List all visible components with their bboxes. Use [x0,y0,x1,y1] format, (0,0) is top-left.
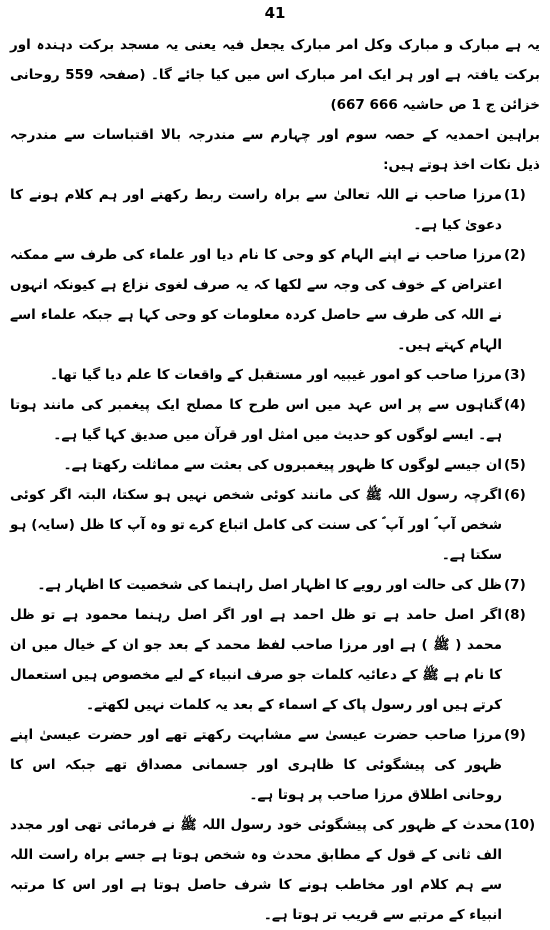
list-item-number: (4) [504,397,526,413]
list-item-text: گناہوں سے پر اس عہد میں اس طرح کا مصلح ایک پیغمبر کی مانند ہوتا ہے۔ ایسے لوگوں کو حدیث میں امثل اور قرآن میں صدیق کہا گیا ہے۔ [10,397,502,443]
list-item-number: (9) [504,727,526,743]
list-item-number: (5) [504,457,526,473]
list-item [10,180,540,240]
intro-paragraph-quote: یہ ہے مبارک و مبارک وکل امر مبارک یجعل فیہ یعنی یہ مسجد برکت دہندہ اور برکت یافتہ ہے اور ہر ایک امر مبارک اس میں کیا جائے گا۔ (صفحہ 559 روحانی خزائن ج 1 ص حاشیہ 666 667) [10,37,541,113]
list-item [10,720,540,810]
intro-section [10,30,540,180]
list-item-text: مرزا صاحب نے اللہ تعالیٰ سے براہ راست ربط رکھنے اور ہم کلام ہونے کا دعویٰ کیا ہے۔ [10,187,502,233]
list-item-number: (2) [504,247,526,263]
list-item [10,360,540,390]
list-item [10,480,540,570]
list-item-number: (8) [504,607,526,623]
list-item-number: (3) [504,367,526,383]
list-item-number: (6) [504,487,526,503]
list-item-text: مرزا صاحب حضرت عیسیٰ سے مشابہت رکھتے تھے اور حضرت عیسیٰ اپنے ظہور کی پیشگوئی کا ظاہری اور جسمانی مصداق تھے جبکہ اس کا روحانی اطلاق مرزا صاحب پر ہوتا ہے۔ [10,727,502,803]
list-item-text: اگر اصل حامد ہے تو ظل احمد ہے اور اگر اصل رہنما محمود ہے تو ظل محمد ( ﷺ ) ہے اور مرزا صاحب لفظ محمد کے بعد جو ان کے خیال میں ان کا نام ہے ﷺ کے دعائیہ کلمات جو صرف انبیاء کے لیے مخصوص ہیں استعمال کرتے ہیں اور رسول پاک کے اسماء کے بعد یہ کلمات نہیں لکھتے۔ [10,607,502,713]
list-item [10,450,540,480]
list-item [10,570,540,600]
intro-paragraph-summary: براہین احمدیہ کے حصہ سوم اور چہارم سے مندرجہ بالا اقتباسات سے مندرجہ ذیل نکات اخذ ہوتے ہیں: [10,127,540,173]
list-item [10,240,540,360]
list-item [10,600,540,720]
list-item-text: مرزا صاحب نے اپنے الہام کو وحی کا نام دیا اور علماء کی طرف سے ممکنہ اعتراض کے خوف کی وجہ سے لکھا کہ یہ صرف لغوی نزاع ہے کیونکہ انہوں نے اللہ کی طرف سے حاصل کردہ معلومات کو وحی کہا ہے جبکہ علماء اسے الہام کہتے ہیں۔ [10,247,502,353]
list-item [10,390,540,450]
list-item [10,810,540,930]
list-item-text: ظل کی حالت اور رویے کا اظہار اصل راہنما کی شخصیت کا اظہار ہے۔ [37,577,502,593]
list-item-text: مرزا صاحب کو امور غیبیہ اور مستقبل کے واقعات کا علم دیا گیا تھا۔ [50,367,502,383]
points-list [10,180,540,930]
list-item-number: (10) [504,817,536,833]
list-item-text: اگرچہ رسول اللہ ﷺ کی مانند کوئی شخص نہیں ہو سکتا، البتہ اگر کوئی شخص آپ ؐ اور آپ ؐ کی سنت کی کامل اتباع کرے تو وہ آپ کا ظل (سایہ) ہو سکتا ہے۔ [10,487,502,563]
list-item-number: (7) [504,577,526,593]
list-item-text: محدث کے ظہور کی پیشگوئی خود رسول اللہ ﷺ نے فرمائی تھی اور مجدد الف ثانی کے قول کے مطابق محدث وہ شخص ہوتا ہے جسے براہ راست اللہ سے ہم کلام اور مخاطب ہونے کا شرف حاصل ہوتا ہے اور اس کا مرتبہ انبیاء کے مرتبے سے قریب تر ہوتا ہے۔ [10,817,502,923]
list-item-text: ان جیسے لوگوں کا ظہور پیغمبروں کی بعثت سے مماثلت رکھتا ہے۔ [63,457,502,473]
page-number: 41 [264,4,286,22]
list-item-number: (1) [504,187,526,203]
